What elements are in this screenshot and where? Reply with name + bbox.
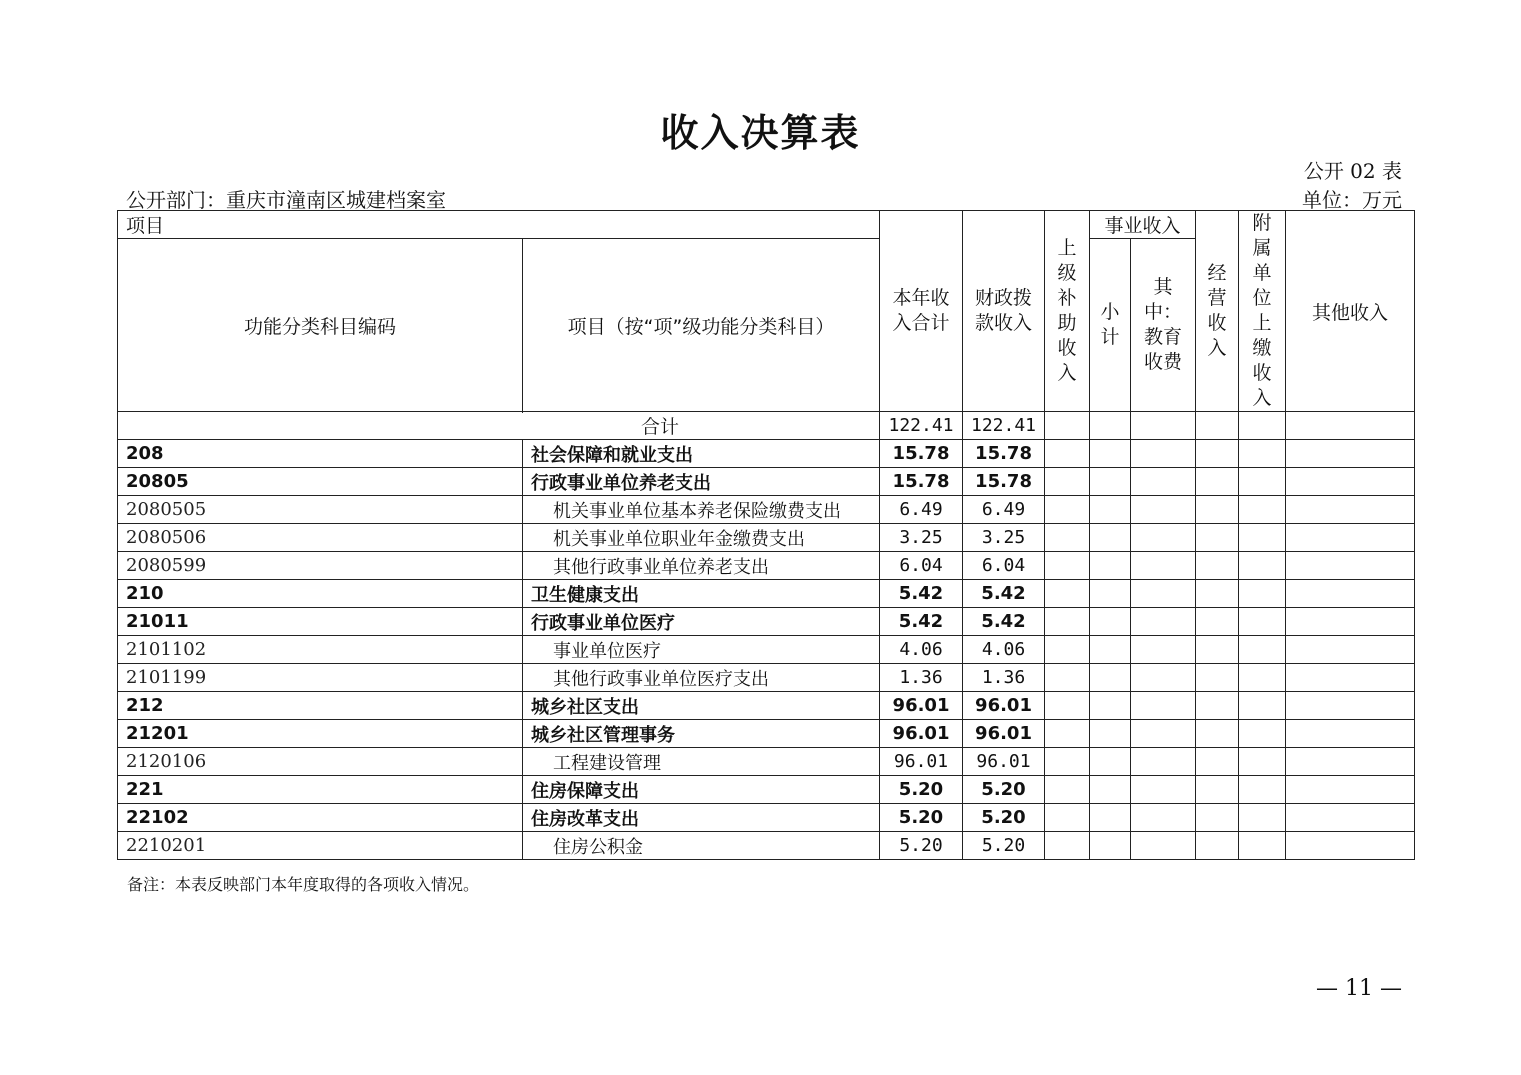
row-total: 6.49 [880, 496, 963, 524]
empty-cell [1196, 440, 1239, 468]
row-name: 其他行政事业单位养老支出 [523, 552, 880, 580]
page-title: 收入决算表 [660, 111, 861, 155]
empty-cell [1239, 440, 1286, 468]
empty-cell [1090, 552, 1131, 580]
table-row [118, 440, 1415, 468]
empty-cell [1090, 440, 1131, 468]
row-fiscal: 96.01 [963, 748, 1045, 776]
empty-cell [1090, 524, 1131, 552]
row-fiscal: 4.06 [963, 636, 1045, 664]
total-label: 合计 [118, 412, 880, 440]
empty-cell [1286, 692, 1415, 720]
empty-cell [1196, 524, 1239, 552]
empty-cell [1286, 580, 1415, 608]
table-row [118, 468, 1415, 496]
empty-cell [1196, 412, 1239, 440]
row-name: 城乡社区支出 [523, 692, 880, 720]
row-fiscal: 15.78 [963, 440, 1045, 468]
empty-cell [1196, 664, 1239, 692]
empty-cell [1196, 692, 1239, 720]
table-row [118, 580, 1415, 608]
unit-label: 单位：万元 [1302, 188, 1402, 212]
table-row [118, 832, 1415, 860]
row-fiscal: 6.04 [963, 552, 1045, 580]
row-total: 6.04 [880, 552, 963, 580]
header-other: 其他收入 [1286, 211, 1415, 412]
empty-cell [1045, 440, 1090, 468]
row-name: 工程建设管理 [523, 748, 880, 776]
empty-cell [1090, 720, 1131, 748]
row-name: 卫生健康支出 [523, 580, 880, 608]
row-total: 1.36 [880, 664, 963, 692]
empty-cell [1131, 552, 1196, 580]
header-subtotal: 小计 [1090, 239, 1131, 412]
empty-cell [1045, 832, 1090, 860]
header-item: 项目 [118, 211, 880, 239]
empty-cell [1286, 440, 1415, 468]
row-fiscal: 15.78 [963, 468, 1045, 496]
table-row [118, 720, 1415, 748]
header-superior: 上级补助收入 [1045, 211, 1090, 412]
empty-cell [1131, 832, 1196, 860]
row-code: 210 [118, 580, 523, 608]
row-fiscal: 96.01 [963, 720, 1045, 748]
empty-cell [1239, 468, 1286, 496]
row-code: 2080505 [118, 496, 523, 524]
empty-cell [1239, 496, 1286, 524]
empty-cell [1131, 412, 1196, 440]
row-code: 21011 [118, 608, 523, 636]
header-code: 功能分类科目编码 [118, 239, 523, 412]
empty-cell [1090, 496, 1131, 524]
empty-cell [1239, 748, 1286, 776]
row-fiscal: 5.42 [963, 608, 1045, 636]
table-row [118, 804, 1415, 832]
empty-cell [1286, 664, 1415, 692]
row-code: 2101102 [118, 636, 523, 664]
row-name: 社会保障和就业支出 [523, 440, 880, 468]
row-total: 4.06 [880, 636, 963, 664]
table-row [118, 776, 1415, 804]
empty-cell [1045, 776, 1090, 804]
department-label: 公开部门：重庆市潼南区城建档案室 [126, 188, 446, 212]
empty-cell [1090, 608, 1131, 636]
row-total: 5.20 [880, 832, 963, 860]
empty-cell [1286, 524, 1415, 552]
empty-cell [1131, 524, 1196, 552]
empty-cell [1090, 804, 1131, 832]
empty-cell [1286, 776, 1415, 804]
empty-cell [1090, 664, 1131, 692]
row-code: 20805 [118, 468, 523, 496]
header-total: 本年收入合计 [880, 211, 963, 412]
row-code: 208 [118, 440, 523, 468]
empty-cell [1131, 468, 1196, 496]
row-fiscal: 96.01 [963, 692, 1045, 720]
empty-cell [1045, 664, 1090, 692]
empty-cell [1090, 832, 1131, 860]
row-name: 住房公积金 [523, 832, 880, 860]
empty-cell [1239, 608, 1286, 636]
row-name: 机关事业单位职业年金缴费支出 [523, 524, 880, 552]
empty-cell [1090, 580, 1131, 608]
empty-cell [1045, 720, 1090, 748]
header-name: 项目（按“项”级功能分类科目） [523, 239, 880, 412]
row-fiscal: 3.25 [963, 524, 1045, 552]
empty-cell [1196, 636, 1239, 664]
table-row [118, 636, 1415, 664]
row-code: 2120106 [118, 748, 523, 776]
row-fiscal: 5.20 [963, 776, 1045, 804]
empty-cell [1286, 720, 1415, 748]
row-name: 事业单位医疗 [523, 636, 880, 664]
empty-cell [1196, 608, 1239, 636]
row-fiscal: 5.20 [963, 804, 1045, 832]
empty-cell [1286, 748, 1415, 776]
empty-cell [1196, 776, 1239, 804]
header-business: 经营收入 [1196, 211, 1239, 412]
empty-cell [1196, 468, 1239, 496]
empty-cell [1045, 580, 1090, 608]
header-fiscal: 财政拨款收入 [963, 211, 1045, 412]
empty-cell [1239, 804, 1286, 832]
empty-cell [1131, 440, 1196, 468]
empty-cell [1196, 804, 1239, 832]
empty-cell [1239, 832, 1286, 860]
row-total: 5.42 [880, 580, 963, 608]
empty-cell [1045, 524, 1090, 552]
row-total: 3.25 [880, 524, 963, 552]
empty-cell [1090, 748, 1131, 776]
empty-cell [1131, 636, 1196, 664]
empty-cell [1286, 412, 1415, 440]
row-fiscal: 5.20 [963, 832, 1045, 860]
row-total: 5.20 [880, 804, 963, 832]
empty-cell [1131, 580, 1196, 608]
row-name: 住房保障支出 [523, 776, 880, 804]
row-code: 2080506 [118, 524, 523, 552]
empty-cell [1286, 608, 1415, 636]
row-fiscal: 5.42 [963, 580, 1045, 608]
table-row [118, 608, 1415, 636]
row-code: 221 [118, 776, 523, 804]
empty-cell [1239, 692, 1286, 720]
row-total: 15.78 [880, 440, 963, 468]
row-total: 5.42 [880, 608, 963, 636]
empty-cell [1131, 692, 1196, 720]
empty-cell [1045, 496, 1090, 524]
empty-cell [1239, 664, 1286, 692]
header-career: 事业收入 [1090, 211, 1196, 239]
empty-cell [1090, 636, 1131, 664]
table-row [118, 748, 1415, 776]
empty-cell [1239, 776, 1286, 804]
empty-cell [1131, 496, 1196, 524]
empty-cell [1045, 608, 1090, 636]
empty-cell [1131, 608, 1196, 636]
empty-cell [1196, 832, 1239, 860]
row-name: 住房改革支出 [523, 804, 880, 832]
empty-cell [1286, 636, 1415, 664]
table-row [118, 692, 1415, 720]
row-code: 2210201 [118, 832, 523, 860]
row-fiscal: 1.36 [963, 664, 1045, 692]
empty-cell [1239, 412, 1286, 440]
empty-cell [1045, 412, 1090, 440]
empty-cell [1196, 552, 1239, 580]
row-total: 96.01 [880, 720, 963, 748]
row-code: 21201 [118, 720, 523, 748]
empty-cell [1045, 804, 1090, 832]
row-code: 212 [118, 692, 523, 720]
empty-cell [1090, 468, 1131, 496]
empty-cell [1045, 748, 1090, 776]
header-edu: 其中：教育收费 [1131, 239, 1196, 412]
empty-cell [1045, 552, 1090, 580]
total-amount: 122.41 [880, 412, 963, 440]
row-name: 行政事业单位医疗 [523, 608, 880, 636]
table-row [118, 524, 1415, 552]
income-table [117, 210, 1415, 860]
empty-cell [1131, 776, 1196, 804]
table-row [118, 664, 1415, 692]
empty-cell [1045, 636, 1090, 664]
total-row [118, 412, 1415, 440]
empty-cell [1286, 832, 1415, 860]
row-name: 其他行政事业单位医疗支出 [523, 664, 880, 692]
empty-cell [1196, 720, 1239, 748]
empty-cell [1286, 496, 1415, 524]
row-total: 15.78 [880, 468, 963, 496]
header-affiliated: 附属单位上缴收入 [1239, 211, 1286, 412]
row-total: 5.20 [880, 776, 963, 804]
row-name: 城乡社区管理事务 [523, 720, 880, 748]
empty-cell [1196, 580, 1239, 608]
empty-cell [1090, 776, 1131, 804]
empty-cell [1131, 748, 1196, 776]
row-code: 2080599 [118, 552, 523, 580]
empty-cell [1239, 720, 1286, 748]
row-code: 2101199 [118, 664, 523, 692]
form-number: 公开 02 表 [1303, 159, 1402, 183]
empty-cell [1196, 748, 1239, 776]
empty-cell [1239, 524, 1286, 552]
row-name: 机关事业单位基本养老保险缴费支出 [523, 496, 880, 524]
page-number: — 11 — [1316, 976, 1402, 1001]
empty-cell [1131, 720, 1196, 748]
total-fiscal: 122.41 [963, 412, 1045, 440]
empty-cell [1196, 496, 1239, 524]
footnote: 备注：本表反映部门本年度取得的各项收入情况。 [127, 875, 480, 894]
row-code: 22102 [118, 804, 523, 832]
empty-cell [1286, 468, 1415, 496]
row-total: 96.01 [880, 748, 963, 776]
row-name: 行政事业单位养老支出 [523, 468, 880, 496]
empty-cell [1090, 692, 1131, 720]
empty-cell [1045, 692, 1090, 720]
table-row [118, 552, 1415, 580]
row-fiscal: 6.49 [963, 496, 1045, 524]
empty-cell [1286, 552, 1415, 580]
empty-cell [1239, 580, 1286, 608]
empty-cell [1131, 804, 1196, 832]
row-total: 96.01 [880, 692, 963, 720]
empty-cell [1286, 804, 1415, 832]
empty-cell [1239, 552, 1286, 580]
empty-cell [1090, 412, 1131, 440]
empty-cell [1045, 468, 1090, 496]
table-row [118, 496, 1415, 524]
empty-cell [1239, 636, 1286, 664]
empty-cell [1131, 664, 1196, 692]
